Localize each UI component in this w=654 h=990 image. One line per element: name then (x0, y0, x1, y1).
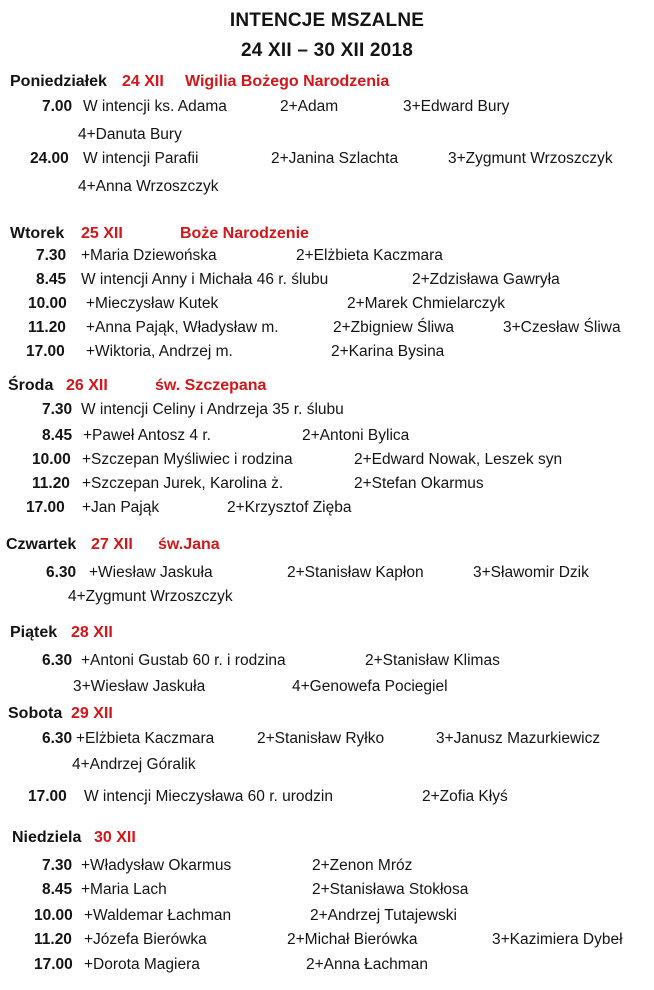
intention-text: +Elżbieta Kaczmara (76, 730, 215, 747)
mass-time: 17.00 (34, 956, 73, 973)
intention-text: 4+Anna Wrzoszczyk (78, 178, 219, 195)
date-range: 24 XII – 30 XII 2018 (241, 40, 413, 61)
day-date: 29 XII (71, 705, 113, 722)
intention-2: 2+Zofia Kłyś (422, 788, 508, 805)
day-date: 26 XII (66, 377, 108, 394)
day-date: 28 XII (71, 624, 113, 641)
mass-time: 6.30 (42, 652, 73, 669)
intention-text: 4+Danuta Bury (78, 126, 182, 143)
mass-time: 17.00 (26, 499, 65, 516)
mass-time: 8.45 (42, 427, 73, 444)
intention-2: 2+Anna Łachman (306, 956, 428, 973)
mass-time: 7.30 (36, 247, 67, 264)
intention-2: 2+Zenon Mróz (312, 857, 413, 874)
intention-2: 2+Stanisław Ryłko (257, 730, 385, 747)
intention-text: +Waldemar Łachman (84, 907, 232, 924)
mass-time: 6.30 (46, 564, 77, 581)
day-name: Wtorek (10, 225, 65, 242)
intention-2: 2+Zdzisława Gawryła (412, 271, 560, 288)
intention-text: +Maria Lach (81, 881, 167, 898)
intention-2: 2+Marek Chmielarczyk (347, 295, 506, 312)
mass-time: 10.00 (34, 907, 73, 924)
intention-text: +Paweł Antosz 4 r. (83, 427, 211, 444)
mass-time: 11.20 (28, 319, 66, 336)
intention-text: +Anna Pająk, Władysław m. (86, 319, 279, 336)
intention-2: 2+Edward Nowak, Leszek syn (354, 451, 563, 468)
intention-2: 2+Krzysztof Zięba (227, 499, 352, 516)
intention-text: W intencji Anny i Michała 46 r. ślubu (81, 271, 329, 288)
intention-text: W intencji Parafii (83, 150, 199, 167)
feast-name: św. Szczepana (155, 377, 267, 394)
mass-time: 17.00 (28, 788, 67, 805)
day-name: Piątek (10, 624, 58, 641)
mass-time: 7.00 (42, 98, 73, 115)
intention-text: +Wiesław Jaskuła (89, 564, 213, 581)
mass-time: 10.00 (28, 295, 67, 312)
intention-text: 4+Andrzej Góralik (72, 756, 196, 773)
intention-2: 2+Stefan Okarmus (354, 475, 484, 492)
intention-2: 2+Karina Bysina (331, 343, 445, 360)
mass-time: 10.00 (32, 451, 71, 468)
intention-text: 4+Zygmunt Wrzoszczyk (68, 588, 233, 605)
intention-text: +Szczepan Jurek, Karolina ż. (82, 475, 284, 492)
intention-text: +Władysław Okarmus (81, 857, 232, 874)
intention-2: 2+Elżbieta Kaczmara (296, 247, 443, 264)
intention-3: 3+Janusz Mazurkiewicz (436, 730, 601, 747)
mass-time: 6.30 (42, 730, 73, 747)
day-date: 24 XII (122, 73, 164, 90)
intention-text: +Mieczysław Kutek (86, 295, 219, 312)
day-name: Poniedziałek (10, 73, 107, 90)
intention-3: 3+Sławomir Dzik (473, 564, 589, 581)
mass-time: 24.00 (30, 150, 69, 167)
day-name: Sobota (8, 705, 63, 722)
intention-text: W intencji Mieczysława 60 r. urodzin (84, 788, 333, 805)
mass-time: 11.20 (34, 931, 72, 948)
intention-3: 3+Zygmunt Wrzoszczyk (448, 150, 613, 167)
feast-name: św.Jana (158, 536, 220, 553)
intention-2: 2+Janina Szlachta (271, 150, 399, 167)
mass-time: 7.30 (42, 401, 73, 418)
feast-name: Boże Narodzenie (180, 225, 309, 242)
intention-2: 2+Zbigniew Śliwa (333, 319, 455, 336)
day-date: 30 XII (94, 829, 136, 846)
mass-time: 11.20 (32, 475, 70, 492)
intention-3: 3+Kazimiera Dybeł (492, 931, 623, 948)
mass-time: 17.00 (26, 343, 65, 360)
intention-2: 2+Adam (280, 98, 339, 115)
intention-text: W intencji ks. Adama (83, 98, 227, 115)
intention-2: 2+Stanisława Stokłosa (312, 881, 469, 898)
intention-text: W intencji Celiny i Andrzeja 35 r. ślubu (81, 401, 344, 418)
day-date: 27 XII (91, 536, 133, 553)
intention-text: +Maria Dziewońska (81, 247, 217, 264)
intention-2: 2+Michał Bierówka (287, 931, 418, 948)
intention-2: 2+Stanisław Kapłon (287, 564, 424, 581)
day-name: Niedziela (12, 829, 82, 846)
mass-time: 7.30 (42, 857, 73, 874)
intention-3: 3+Edward Bury (403, 98, 510, 115)
intention-text: +Szczepan Myśliwiec i rodzina (82, 451, 293, 468)
intention-text: +Antoni Gustab 60 r. i rodzina (81, 652, 286, 669)
intention-text: +Józefa Bierówka (84, 931, 207, 948)
intention-text: +Dorota Magiera (84, 956, 200, 973)
mass-time: 8.45 (42, 881, 73, 898)
intention-2: 2+Andrzej Tutajewski (310, 907, 457, 924)
intention-2: 2+Antoni Bylica (302, 427, 410, 444)
intention-text: +Wiktoria, Andrzej m. (86, 343, 233, 360)
day-name: Czwartek (6, 536, 77, 553)
day-date: 25 XII (81, 225, 123, 242)
feast-name: Wigilia Bożego Narodzenia (185, 73, 390, 90)
intention-text: +Jan Pająk (82, 499, 160, 516)
intention-2: 2+Stanisław Klimas (365, 652, 500, 669)
mass-time: 8.45 (36, 271, 67, 288)
intention-2: 4+Genowefa Pociegiel (292, 678, 448, 695)
intention-3: 3+Czesław Śliwa (503, 319, 621, 336)
day-name: Środa (8, 377, 54, 394)
page-title: INTENCJE MSZALNE (229, 10, 425, 31)
intention-text: 3+Wiesław Jaskuła (73, 678, 206, 695)
